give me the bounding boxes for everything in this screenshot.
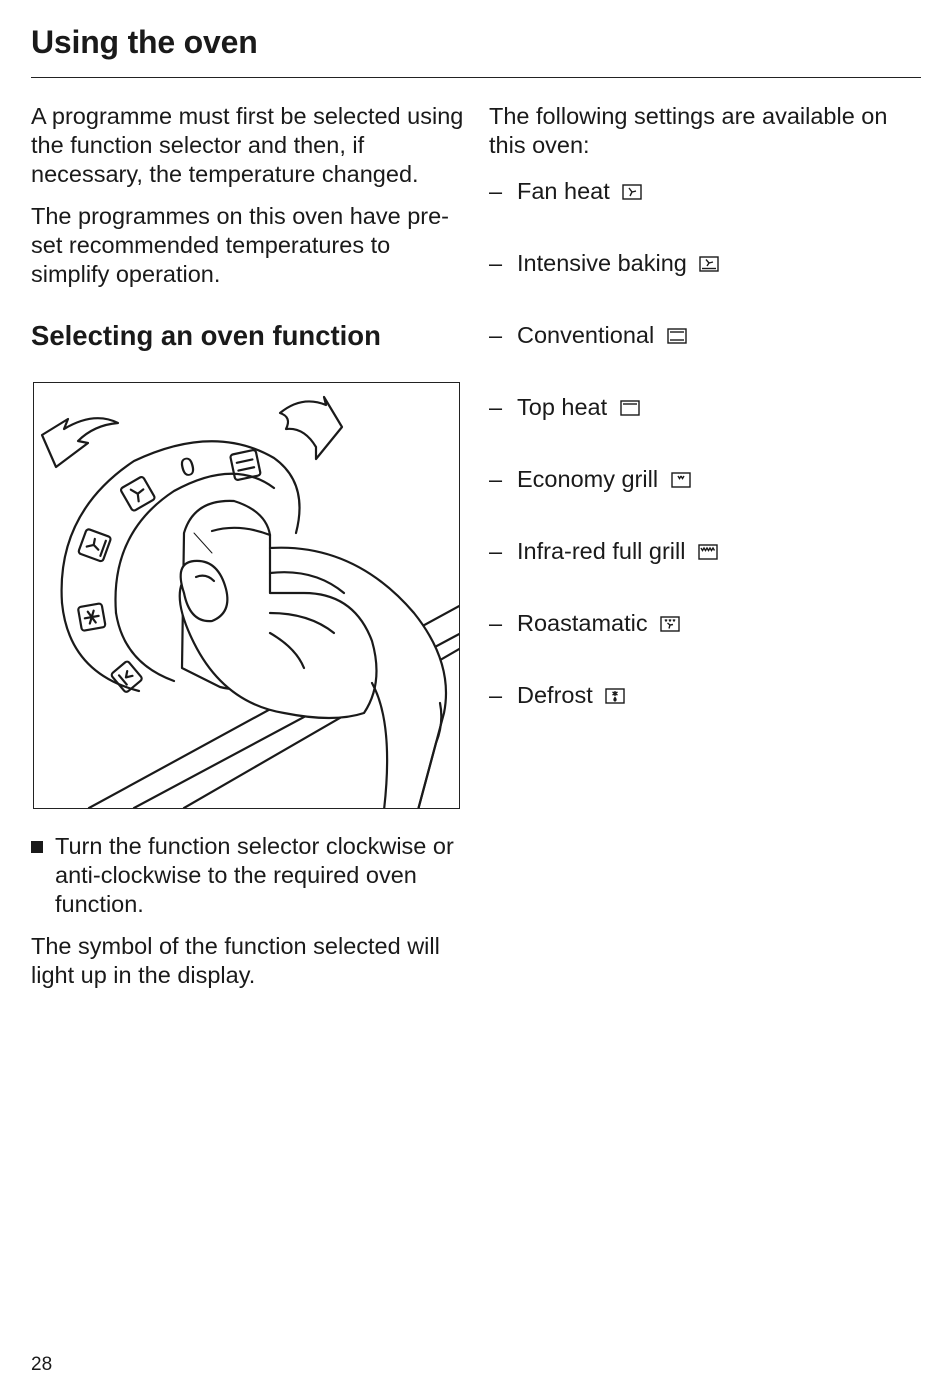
list-item — [489, 249, 919, 321]
dash: – — [489, 682, 503, 708]
left-column — [31, 102, 471, 353]
dash: – — [489, 178, 503, 204]
dash: – — [489, 250, 503, 276]
setting-label: Fan heat — [517, 178, 610, 204]
list-item — [489, 609, 919, 681]
setting-label: Conventional — [517, 322, 655, 348]
list-item — [489, 537, 919, 609]
settings-intro: The following settings are available on this oven: — [489, 103, 888, 158]
setting-label: Intensive baking — [517, 250, 687, 276]
settings-list — [489, 177, 919, 753]
dash: – — [489, 538, 503, 564]
function-selector-illustration — [33, 382, 460, 809]
anticlockwise-arrow-icon — [42, 418, 118, 467]
defrost-icon — [605, 688, 625, 704]
dash: – — [489, 394, 503, 420]
title-divider — [31, 77, 921, 78]
preset-paragraph: The programmes on this oven have pre-set recommended temperatures to simplify operation. — [31, 203, 449, 287]
dash: – — [489, 322, 503, 348]
dial-zero-label: 0 — [176, 450, 199, 484]
list-item — [489, 321, 919, 393]
list-item — [489, 465, 919, 537]
instruction-bullet — [31, 832, 471, 919]
dash: – — [489, 466, 503, 492]
list-item — [489, 681, 919, 753]
setting-label: Defrost — [517, 682, 593, 708]
roastamatic-icon — [660, 616, 680, 632]
page-number: 28 — [31, 1354, 53, 1375]
list-item — [489, 177, 919, 249]
setting-label: Roastamatic — [517, 610, 648, 636]
economy-grill-icon — [671, 472, 691, 488]
top-heat-icon — [620, 400, 640, 416]
intensive-baking-icon — [699, 256, 719, 272]
left-column-bottom — [31, 932, 471, 1003]
section-heading: Selecting an oven function — [31, 320, 381, 351]
setting-label: Economy grill — [517, 466, 659, 492]
intro-paragraph: A programme must first be selected using the function selector and then, if necessary, the temperature changed. — [31, 103, 464, 187]
bullet-square-icon — [31, 841, 43, 853]
setting-label: Top heat — [517, 394, 608, 420]
dash: – — [489, 610, 503, 636]
dial-defrost-icon — [78, 603, 106, 631]
right-column — [489, 102, 919, 753]
fan-heat-icon — [622, 184, 642, 200]
list-item — [489, 393, 919, 465]
instruction-text: Turn the function selector clockwise or anti-clockwise to the required oven function. — [55, 833, 454, 917]
display-paragraph: The symbol of the function selected will light up in the display. — [31, 933, 440, 988]
infra-red-full-grill-icon — [698, 544, 718, 560]
page-title: Using the oven — [31, 24, 258, 60]
setting-label: Infra-red full grill — [517, 538, 686, 564]
conventional-icon — [667, 328, 687, 344]
clockwise-arrow-icon — [280, 397, 342, 459]
